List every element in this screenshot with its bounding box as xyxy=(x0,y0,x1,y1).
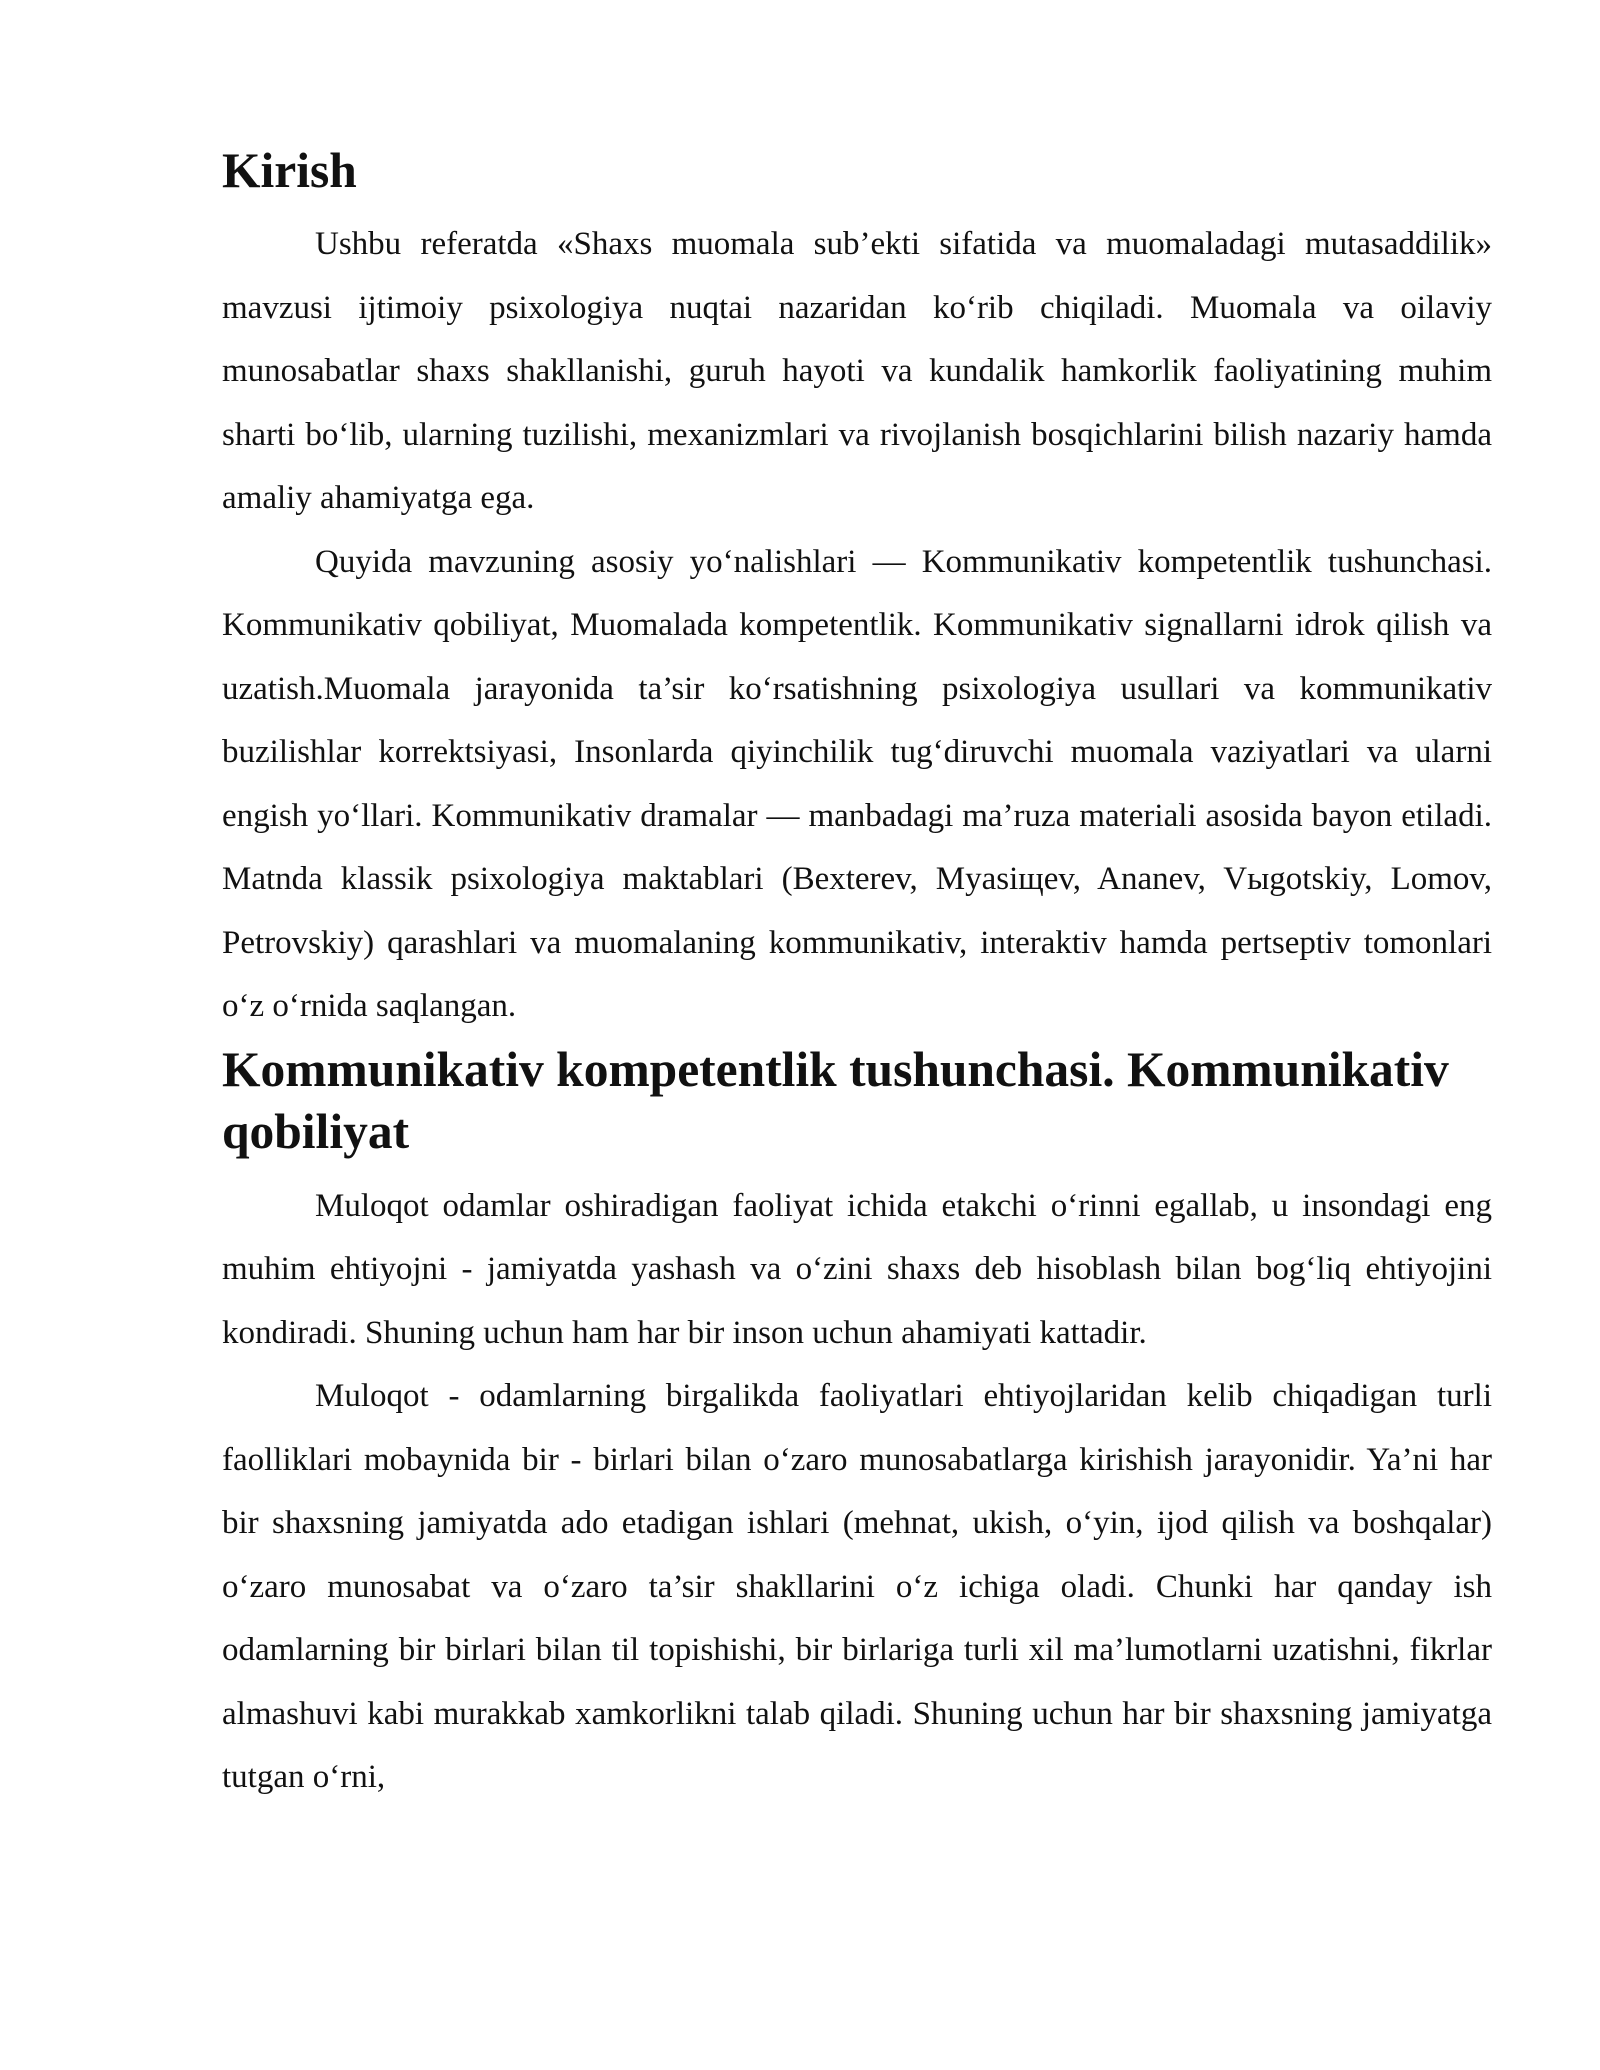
paragraph: Muloqot odamlar oshiradigan faoliyat ichida etakchi o‘rinni egallab, u insondagi eng muhim ehtiyojni - jamiyatda yashash va o‘zini shaxs deb hisoblash bilan bog‘liq ehtiyojini kondiradi. Shuning uchun ham har bir inson uchun ahamiyati kattadir. xyxy=(222,1187,1492,1351)
document-page xyxy=(222,143,1492,1810)
paragraph: Ushbu referatda «Shaxs muomala sub’ekti sifatida va muomaladagi mutasaddilik» mavzusi ijtimoiy psixologiya nuqtai nazaridan ko‘rib chiqiladi. Muomala va oilaviy munosabatlar shaxs shakllanishi, guruh hayoti va kundalik hamkorlik faoliyatining muhim sharti bo‘lib, ularning tuzilishi, mexanizmlari va rivojlanish bosqichlarini bilish nazariy hamda amaliy ahamiyatga ega. xyxy=(222,226,1492,516)
section-heading-intro: Kirish xyxy=(222,143,357,198)
paragraph: Muloqot - odamlarning birgalikda faoliyatlari ehtiyojlaridan kelib chiqadigan turli faolliklari mobaynida bir - birlari bilan o‘zaro munosabatlarga kirishish jarayonidir. Ya’ni har bir shaxsning jamiyatda ado etadigan ishlari (mehnat, ukish, o‘yin, ijod qilish va boshqalar) o‘zaro munosabat va o‘zaro ta’sir shakllarini o‘z ichiga oladi. Chunki har qanday ish odamlarning bir birlari bilan til topishishi, bir birlariga turli xil ma’lumotlarni uzatishni, fikrlar almashuvi kabi murakkab xamkorlikni talab qiladi. Shuning uchun har bir shaxsning jamiyatga tutgan o‘rni, xyxy=(222,1378,1492,1795)
paragraph: Quyida mavzuning asosiy yo‘nalishlari — Kommunikativ kompetentlik tushunchasi. Kommunikativ qobiliyat, Muomalada kompetentlik. Kommunikativ signallarni idrok qilish va uzatish.Muomala jarayonida ta’sir ko‘rsatishning psixologiya usullari va kommunikativ buzilishlar korrektsiyasi, Insonlarda qiyinchilik tug‘diruvchi muomala vaziyatlari va ularni engish yo‘llari. Kommunikativ dramalar — manbadagi ma’ruza materiali asosida bayon etiladi. Matnda klassik psixologiya maktablari (Bexterev, Myasiщev, Ananev, Vыgotskiy, Lomov, Petrovskiy) qarashlari va muomalaning kommunikativ, interaktiv hamda pertseptiv tomonlari o‘z o‘rnida saqlangan. xyxy=(222,543,1492,1024)
section-heading-communicative-competence: Kommunikativ kompetentlik tushunchasi. Kommunikativ qobiliyat xyxy=(222,1041,1449,1159)
